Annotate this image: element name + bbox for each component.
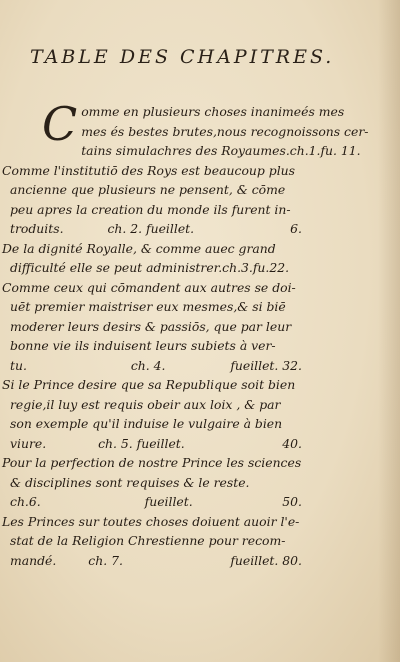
ref-chapter: ch. 7. bbox=[88, 552, 123, 568]
page-title: TABLE DES CHAPITRES. bbox=[30, 46, 335, 68]
entry-line: Comme ceux qui cōmandent aux autres se doi- bbox=[2, 279, 296, 295]
entry-line: moderer leurs desirs & passiōs, que par leur bbox=[10, 318, 292, 334]
ref-chapter: ch. 5. fueillet. bbox=[98, 435, 185, 451]
table-of-contents bbox=[2, 97, 369, 570]
toc-entry-1 bbox=[42, 97, 369, 161]
entry-line: Les Princes sur toutes choses doiuent auoir l'e- bbox=[2, 513, 300, 529]
ref-lead: tu. bbox=[10, 357, 27, 373]
ref-chapter: ch. 2. fueillet. bbox=[107, 221, 195, 236]
toc-entry-3 bbox=[2, 239, 344, 278]
toc-entry-6 bbox=[2, 453, 344, 512]
entry-line: regie,il luy est requis obeir aux loix , & par bbox=[10, 396, 281, 412]
entry-reference bbox=[10, 219, 302, 239]
ref-chapter: fueillet. bbox=[144, 494, 193, 509]
entry-line: Comme l'institutiō des Roys est beaucoup plus bbox=[2, 162, 295, 178]
toc-entry-7 bbox=[2, 512, 344, 571]
entry-reference bbox=[10, 551, 302, 571]
entry-line: tains simulachres des Royaumes.ch.1.fu. 11. bbox=[81, 143, 361, 158]
entry-line: peu apres la creation du monde ils furent in- bbox=[10, 201, 291, 217]
drop-cap: C bbox=[42, 97, 78, 151]
ref-lead: mandé. bbox=[10, 552, 57, 568]
ref-chapter: ch. 4. bbox=[130, 357, 166, 373]
ref-lead: ch.6. bbox=[10, 494, 41, 509]
entry-line: son exemple qu'il induise le vulgaire à bien bbox=[10, 416, 283, 431]
entry-line: bonne vie ils induisent leurs subiets à ver- bbox=[10, 338, 276, 353]
toc-entry-5 bbox=[2, 375, 344, 453]
entry-reference bbox=[10, 434, 302, 454]
entry-line: mes és bestes brutes,nous recognoissons cer- bbox=[81, 123, 369, 139]
entry-line: omme en plusieurs choses inanimeés mes bbox=[81, 104, 345, 119]
entry-reference bbox=[10, 356, 302, 376]
entry-line: difficulté elle se peut administrer.ch.3.fu.22. bbox=[10, 260, 290, 275]
ref-folio: 50. bbox=[282, 494, 302, 509]
toc-entry-4 bbox=[2, 278, 344, 376]
ref-lead: viure. bbox=[10, 435, 47, 451]
entry-line: Si le Prince desire que sa Republique soit bien bbox=[2, 377, 296, 392]
entry-line: uēt premier maistriser eux mesmes,& si biē bbox=[10, 299, 286, 314]
ref-folio: 40. bbox=[282, 435, 302, 451]
ref-folio: fueillet. 80. bbox=[230, 552, 302, 568]
entry-line: Pour la perfection de nostre Prince les sciences bbox=[2, 455, 302, 470]
ref-folio: fueillet. 32. bbox=[230, 357, 302, 373]
entry-reference bbox=[10, 492, 302, 512]
ref-folio: 6. bbox=[290, 221, 302, 236]
entry-line: De la dignité Royalle, & comme auec grand bbox=[2, 240, 276, 256]
toc-entry-2 bbox=[2, 161, 344, 239]
entry-line: ancienne que plusieurs ne pensent, & cōme bbox=[10, 182, 286, 197]
ref-lead: troduits. bbox=[10, 221, 64, 236]
entry-line: & disciplines sont requises & le reste. bbox=[10, 474, 250, 490]
entry-line: stat de la Religion Chrestienne pour recom- bbox=[10, 533, 286, 548]
